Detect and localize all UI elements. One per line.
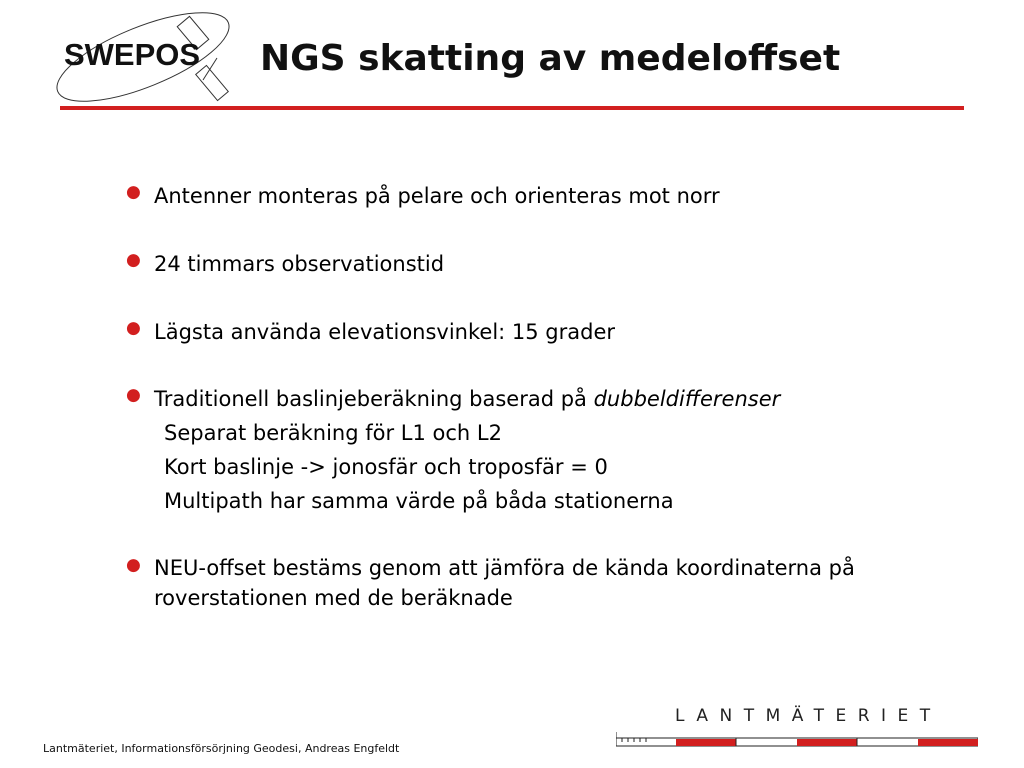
bullet-icon: ●	[126, 250, 141, 270]
bullet-icon: ●	[126, 555, 141, 575]
list-item-text: NEU-offset bestäms genom att jämföra de kända koordinaterna på roverstationen med de beräknade	[154, 556, 855, 610]
list-item-text: Lägsta använda elevationsvinkel: 15 grader	[154, 320, 616, 344]
list-item-text: 24 timmars observationstid	[154, 252, 445, 276]
lantmateriet-logo-text: LANTMÄTERIET	[675, 706, 942, 726]
list-item-text	[154, 383, 780, 416]
list-item-text: Antenner monteras på pelare och orienteras mot norr	[154, 184, 720, 208]
bullet-icon: ●	[126, 385, 141, 405]
lantmateriet-scale-bar	[616, 732, 978, 748]
swepos-logo	[55, 10, 245, 102]
sub-item: Kort baslinje -> jonosfär och troposfär = 0	[164, 455, 608, 479]
sub-item: Multipath har samma värde på båda stationerna	[164, 489, 674, 513]
bullet-icon: ●	[126, 318, 141, 338]
bullet-icon: ●	[126, 182, 141, 202]
sub-item: Separat beräkning för L1 och L2	[164, 421, 502, 445]
title-divider	[60, 106, 964, 110]
list-item-emphasis: dubbeldifferenser	[593, 387, 781, 411]
footer-text: Lantmäteriet, Informationsförsörjning Geodesi, Andreas Engfeldt	[43, 742, 400, 755]
page-title: NGS skatting av medeloffset	[260, 38, 841, 79]
list-item-text-main: Traditionell baslinjeberäkning baserad på	[154, 387, 594, 411]
logo-text: SWEPOS	[64, 37, 201, 72]
